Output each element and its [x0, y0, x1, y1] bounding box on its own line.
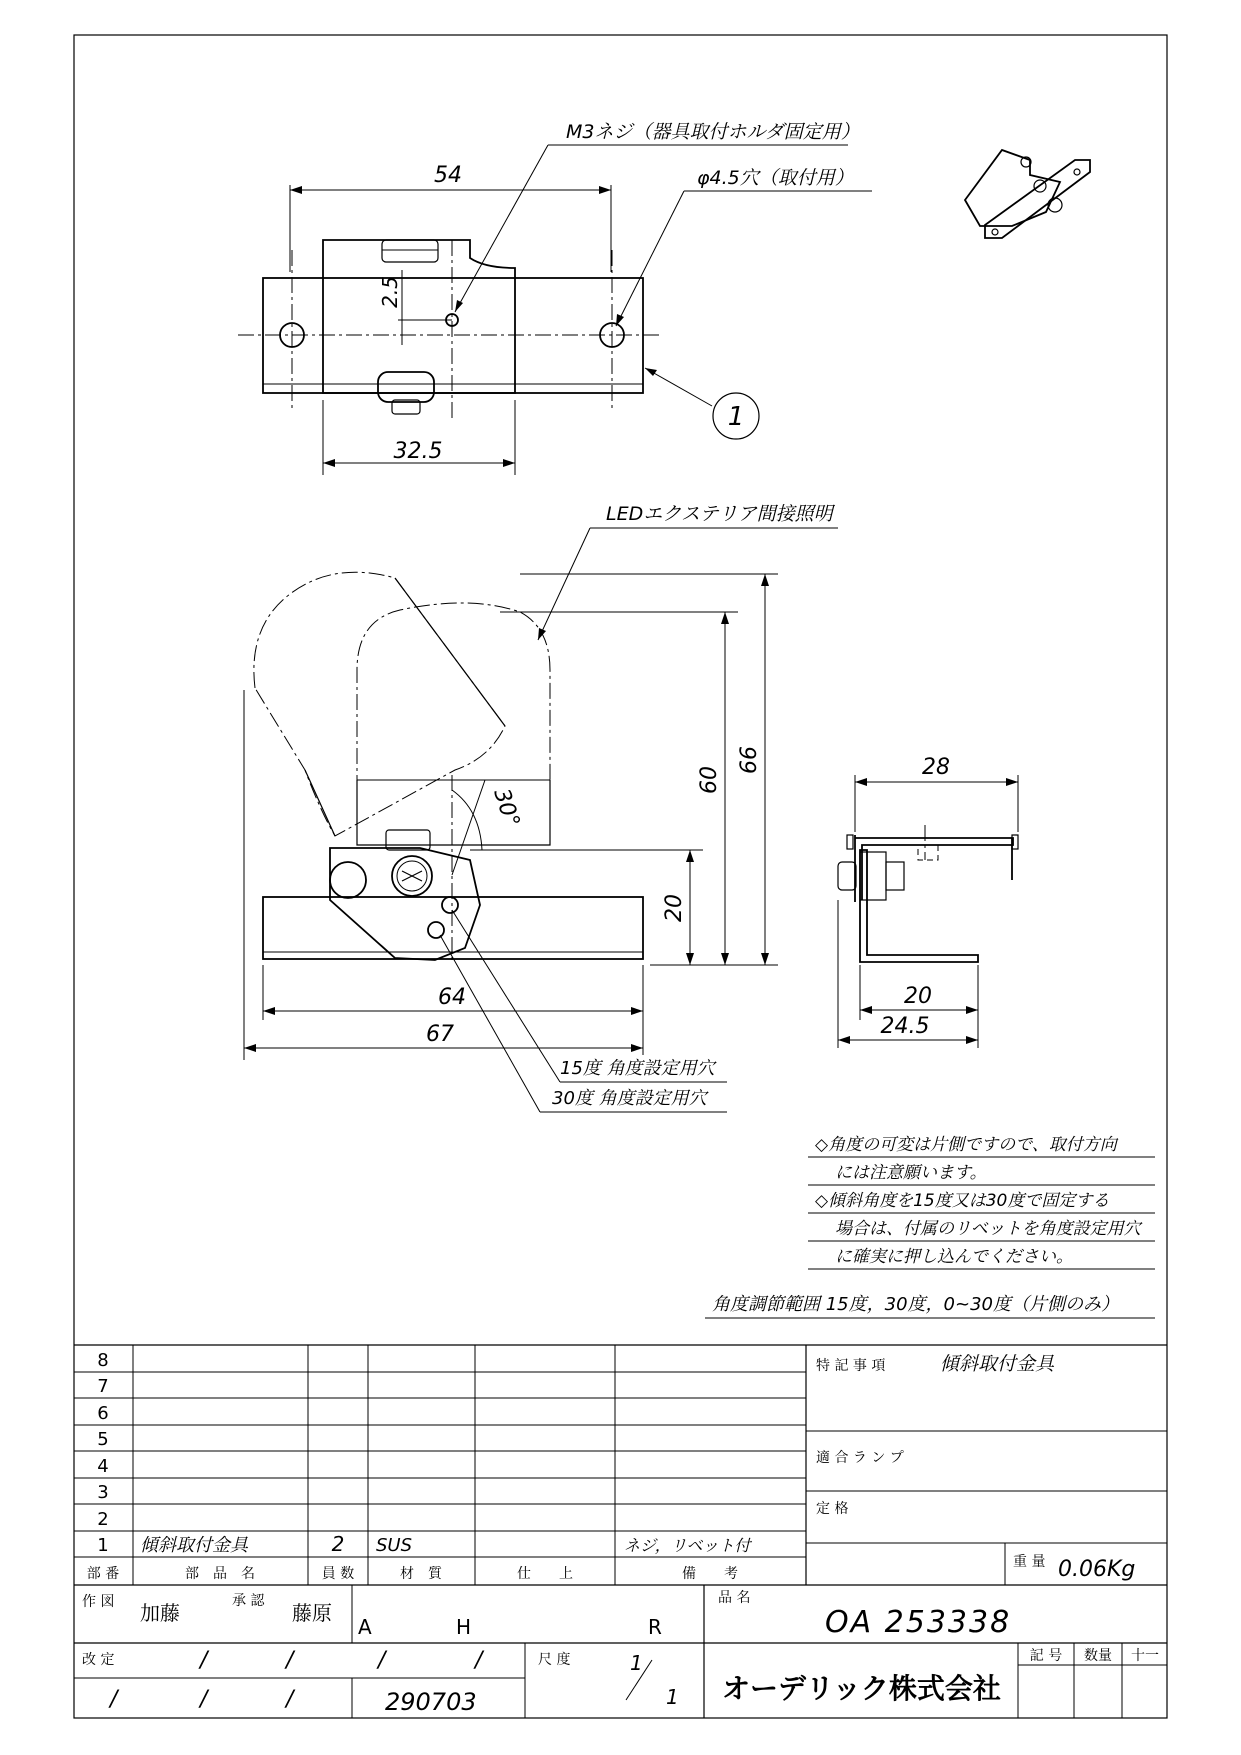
- dim-64: 64: [438, 985, 466, 1010]
- angle-30: 30°: [488, 785, 525, 831]
- revision-label: 改 定: [82, 1652, 115, 1668]
- side-hole-15: [442, 897, 458, 913]
- dim-60: 60: [697, 766, 722, 794]
- leader-m3-arrow: [455, 300, 463, 312]
- notes-block: [705, 1135, 1155, 1318]
- end-view: [838, 755, 1018, 1048]
- leader-led-arrow: [538, 628, 546, 640]
- rev-h: H: [456, 1615, 472, 1639]
- row-number: 4: [97, 1456, 109, 1477]
- leader-part1-arrow: [645, 368, 657, 376]
- end-hidden: [918, 845, 938, 860]
- slash: /: [475, 1648, 483, 1673]
- hdr-finish: 仕 上: [517, 1566, 573, 1582]
- slash: /: [286, 1648, 294, 1673]
- note-line-1: ◇角度の可変は片側ですので、取付方向: [815, 1135, 1117, 1155]
- side-base-plate: [263, 897, 643, 959]
- dim-20: 20: [662, 894, 687, 922]
- dim-66: 66: [737, 746, 762, 774]
- row-number: 3: [97, 1482, 109, 1503]
- end-bracket-base: [860, 850, 978, 962]
- side-holder-tab: [386, 830, 430, 850]
- row-number: 5: [97, 1429, 109, 1450]
- lamp-label: 適 合 ラ ン プ: [816, 1450, 904, 1466]
- isometric-sketch: [965, 150, 1090, 238]
- hdr-part-name: 部 品 名: [185, 1566, 255, 1582]
- weight-label: 重 量: [1013, 1554, 1046, 1570]
- top-slot: [382, 240, 438, 262]
- slash: /: [110, 1687, 118, 1712]
- angle-arc: [452, 790, 482, 850]
- product-number: OA 253338: [825, 1605, 1012, 1640]
- date: 290703: [385, 1688, 477, 1716]
- row-number: 6: [97, 1403, 109, 1424]
- part-qty: 2: [331, 1532, 345, 1556]
- drawn-label: 作 図: [82, 1594, 115, 1610]
- leader-hole: [616, 191, 684, 326]
- leader-hole-15: [452, 910, 560, 1082]
- dim-2-5: 2.5: [378, 276, 402, 308]
- scale-den: 1: [666, 1685, 679, 1709]
- slash: /: [378, 1648, 386, 1673]
- rev-r: R: [648, 1615, 662, 1639]
- symbol-label: 記 号: [1029, 1648, 1063, 1664]
- callout-mount-hole: φ4.5穴（取付用）: [697, 167, 854, 189]
- angle-range: 角度調節範囲 15度，30度，0~30度（片側のみ）: [712, 1294, 1119, 1315]
- hdr-note: 備 考: [682, 1566, 738, 1582]
- leader-m3: [455, 145, 548, 312]
- dim-20-end: 20: [904, 984, 932, 1009]
- top-screw-head: [378, 372, 434, 402]
- special-notes-value: 傾斜取付金具: [940, 1353, 1055, 1375]
- approved-label: 承 認: [232, 1593, 265, 1609]
- rating-label: 定 格: [816, 1501, 849, 1517]
- tb-row-lines: [74, 1372, 806, 1557]
- hdr-material: 材 質: [400, 1566, 442, 1582]
- end-bracket-top: [855, 838, 1013, 900]
- note-line-4: 場合は、付属のリベットを角度設定用穴: [835, 1219, 1141, 1239]
- callout-led-light: LEDエクステリア間接照明: [606, 503, 833, 525]
- dim-24-5: 24.5: [880, 1014, 930, 1039]
- leader-led: [538, 528, 590, 640]
- end-screw-body: [860, 852, 886, 900]
- end-screw-nut: [886, 862, 904, 890]
- side-screw-cross: [402, 871, 422, 881]
- dim-32-5: 32.5: [393, 439, 443, 464]
- row-number: 1: [97, 1535, 109, 1556]
- side-tilted-edge: [395, 578, 505, 726]
- part-material: SUS: [376, 1535, 413, 1556]
- hdr-part-no: 部 番: [86, 1566, 120, 1582]
- count-label: 数量: [1084, 1648, 1112, 1664]
- scale-num: 1: [630, 1651, 643, 1675]
- side-tilted-light: [254, 572, 505, 836]
- dim-54: 54: [434, 163, 462, 188]
- sign-label: 十一: [1131, 1648, 1159, 1664]
- callout-hole-30: 30度 角度設定用穴: [552, 1088, 707, 1109]
- iso-hole-2: [992, 229, 998, 235]
- drawn-by: 加藤: [140, 1601, 180, 1625]
- sheet-border: [74, 35, 1167, 1718]
- top-view: [238, 121, 872, 475]
- product-name-label: 品 名: [718, 1590, 751, 1606]
- scale-label: 尺 度: [538, 1652, 571, 1668]
- top-holder: [323, 240, 515, 393]
- slash: /: [200, 1648, 208, 1673]
- side-view: [244, 503, 838, 1112]
- part-name: 傾斜取付金具: [140, 1535, 248, 1556]
- side-tilted-edge-2: [305, 770, 335, 836]
- dim-67: 67: [426, 1022, 454, 1047]
- side-hole-30: [428, 922, 444, 938]
- note-line-2: には注意願います。: [835, 1163, 987, 1183]
- approved-by: 藤原: [292, 1601, 332, 1625]
- side-upright-light: [357, 603, 550, 845]
- note-line-5: に確実に押し込んでください。: [835, 1247, 1073, 1267]
- weight-value: 0.06Kg: [1058, 1557, 1136, 1582]
- slash: /: [200, 1687, 208, 1712]
- end-screw-head: [838, 862, 856, 890]
- title-block: [74, 1345, 1167, 1718]
- row-number: 2: [97, 1509, 109, 1530]
- part-marker-number: 1: [727, 402, 745, 432]
- side-pivot-hole: [330, 862, 366, 898]
- slash: /: [286, 1687, 294, 1712]
- callout-hole-15: 15度 角度設定用穴: [560, 1058, 715, 1079]
- company-name: オーデリック株式会社: [722, 1672, 1001, 1705]
- row-number: 7: [97, 1376, 109, 1397]
- row-number: 8: [97, 1350, 109, 1371]
- note-line-3: ◇傾斜角度を15度又は30度で固定する: [815, 1191, 1110, 1211]
- rev-a: A: [358, 1615, 372, 1639]
- dim-28: 28: [922, 755, 950, 780]
- part-note: ネジ，リベット付: [624, 1536, 751, 1555]
- special-notes-label: 特 記 事 項: [816, 1358, 886, 1374]
- leader-part1: [645, 368, 712, 406]
- end-left-lip: [847, 835, 853, 849]
- hdr-qty: 員 数: [321, 1566, 355, 1582]
- callout-m3-screw: M3ネジ（器具取付ホルダ固定用）: [566, 121, 860, 143]
- leader-hole-30: [440, 935, 540, 1112]
- iso-hole-3: [1074, 169, 1080, 175]
- leader-hole-arrow: [616, 314, 624, 326]
